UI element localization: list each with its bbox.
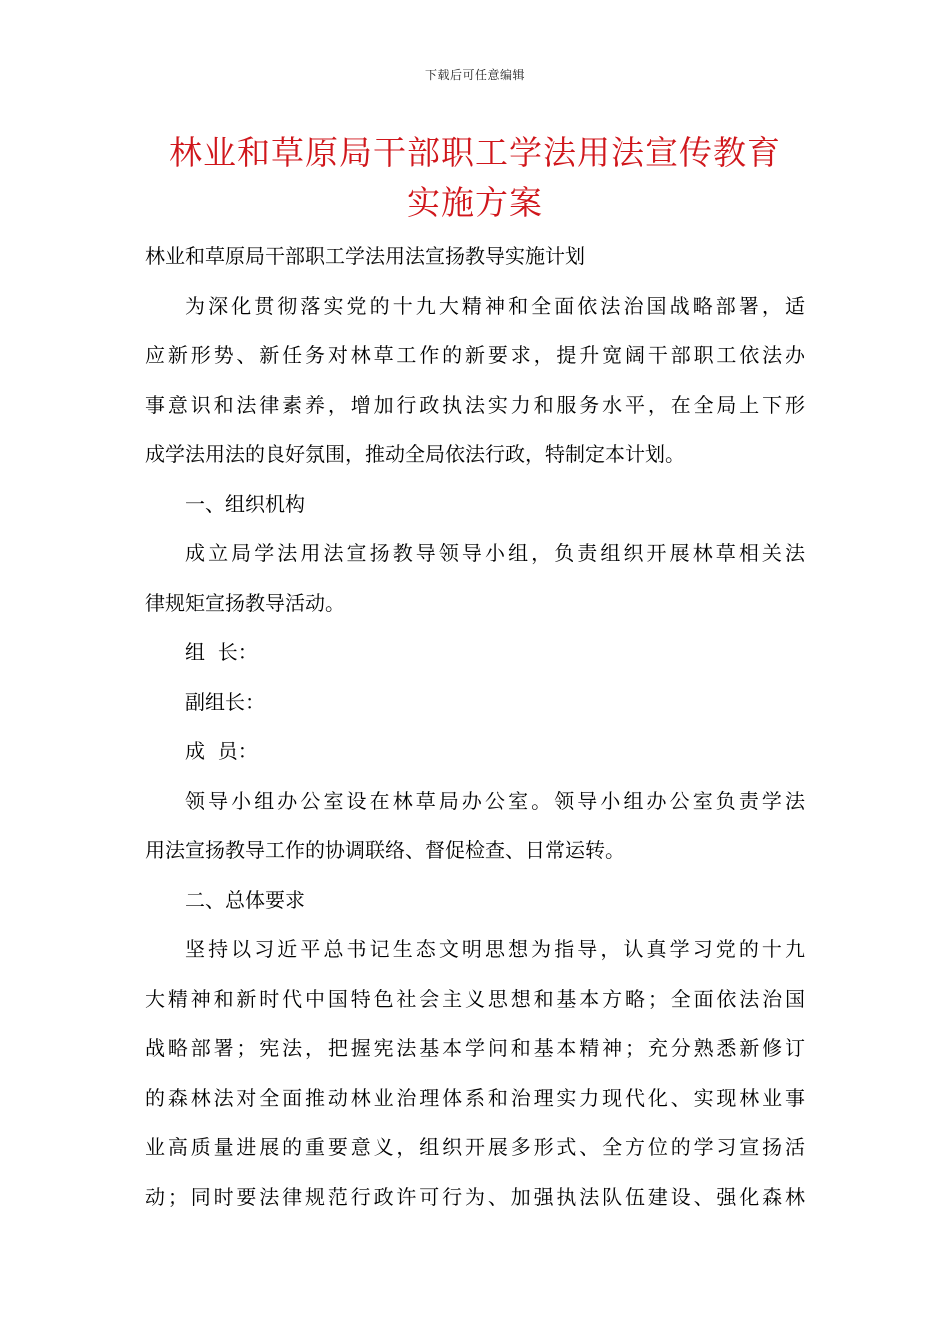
document-subtitle: [145, 232, 805, 282]
paragraph-line: 事意识和法律素养，增加行政执法实力和服务水平，在全局上下形: [145, 392, 805, 417]
paragraph-line: 领导小组办公室设在林草局办公室。领导小组办公室负责学法: [185, 788, 805, 813]
section-heading-requirements: [145, 876, 805, 926]
paragraph-line: 业高质量进展的重要意义，组织开展多形式、全方位的学习宣扬活: [145, 1135, 805, 1159]
paragraph-line: 坚持以习近平总书记生态文明思想为指导，认真学习党的十九: [185, 937, 805, 961]
field-deputy-leader: [145, 678, 805, 728]
paragraph-line: 成学法用法的良好氛围，推动全局依法行政，特制定本计划。: [145, 442, 685, 466]
paragraph-line: 律规矩宣扬教导活动。: [145, 590, 345, 615]
paragraph-requirements: [145, 925, 805, 1222]
paragraph-line: 应新形势、新任务对林草工作的新要求，提升宽阔干部职工依法办: [145, 343, 805, 367]
document-title-line-1: 林业和草原局干部职工学法用法宣传教育: [169, 133, 781, 172]
paragraph-line: 战略部署；宪法，把握宪法基本学问和基本精神；充分熟悉新修订: [145, 1036, 805, 1060]
paragraph-line: 大精神和新时代中国特色社会主义思想和基本方略；全面依法治国: [145, 986, 805, 1011]
section-heading-text: 二、总体要求: [185, 887, 305, 912]
field-group-leader: [145, 628, 805, 678]
paragraph-intro: [145, 282, 805, 480]
paragraph-office: [145, 777, 805, 876]
paragraph-line: 的森林法对全面推动林业治理体系和治理实力现代化、实现林业事: [145, 1085, 805, 1110]
paragraph-line: 动；同时要法律规范行政许可行为、加强执法队伍建设、强化森林: [145, 1184, 805, 1209]
field-label: 组 长：: [185, 640, 258, 664]
field-members: [145, 727, 805, 777]
paragraph-line: 为深化贯彻落实党的十九大精神和全面依法治国战略部署，适: [185, 293, 805, 318]
paragraph-line: 成立局学法用法宣扬教导领导小组，负责组织开展林草相关法: [185, 541, 805, 565]
document-body: [145, 232, 805, 1222]
document-title: [120, 128, 830, 228]
paragraph-leading-group: [145, 529, 805, 628]
field-label: 副组长：: [185, 689, 265, 714]
paragraph-line: 用法宣扬教导工作的协调联络、督促检查、日常运转。: [145, 838, 625, 862]
field-label: 成 员：: [185, 739, 258, 763]
document-title-line-2: 实施方案: [407, 183, 543, 222]
subtitle-text: 林业和草原局干部职工学法用法宣扬教导实施计划: [145, 244, 585, 268]
section-heading-organization: [145, 480, 805, 530]
section-heading-text: 一、组织机构: [185, 491, 305, 516]
header-note: 下载后可任意编辑: [424, 68, 525, 82]
